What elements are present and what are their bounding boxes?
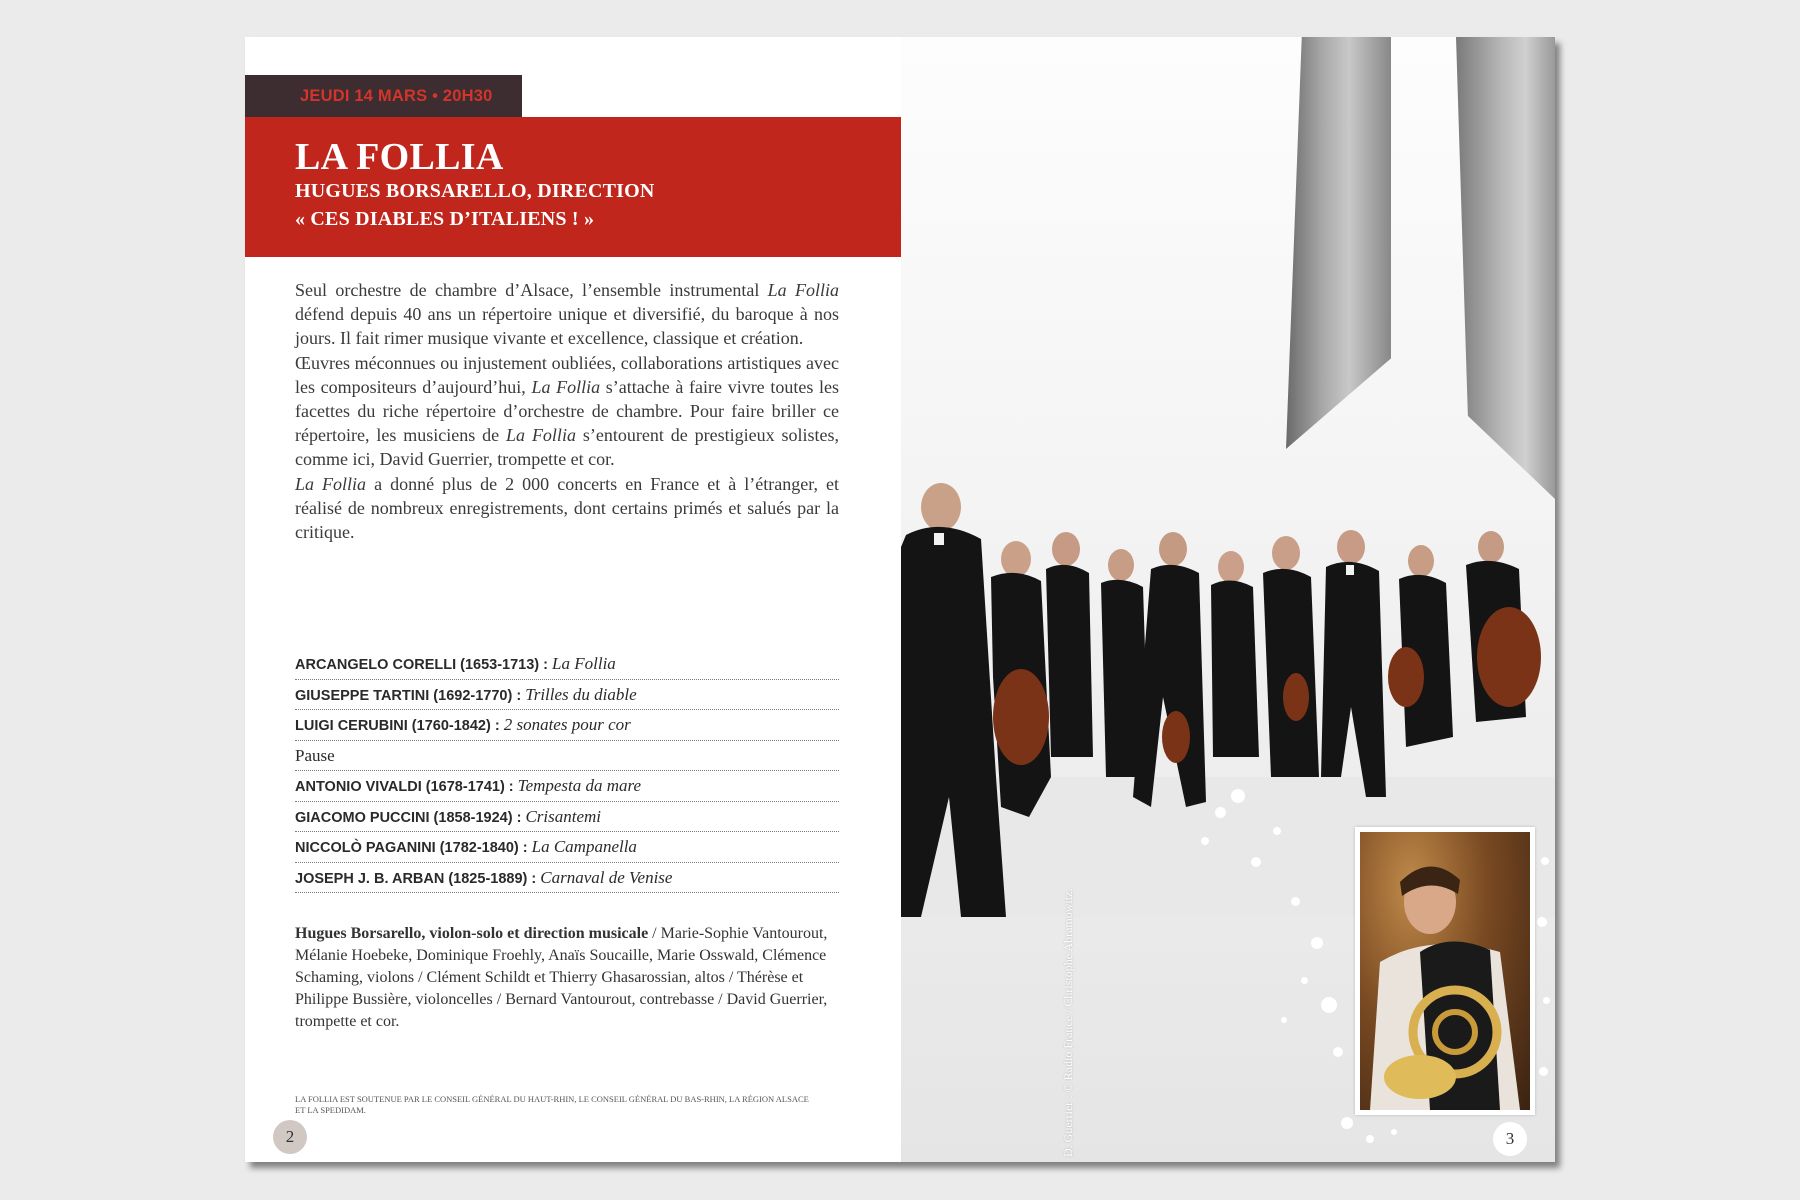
dot xyxy=(1333,1047,1343,1057)
page-number-right: 3 xyxy=(1493,1122,1527,1156)
performer-credits xyxy=(295,923,839,1033)
work-title: Crisantemi xyxy=(525,806,602,826)
musicians-credit: / Marie-Sophie Vantourout, Mélanie Hoebeke, Dominique Froehly, Anaïs Soucaille, Marie Osswald, Clémence Schaming, violons / Clément Schildt et Thierry Ghasarossian, altos / Thérèse et Philippe Bussière, violoncelles / Bernard Vantourout, contrebasse / David Guerrier, trompette et cor. xyxy=(295,925,828,1030)
dot xyxy=(1291,897,1300,906)
dot xyxy=(1366,1135,1374,1143)
intro-text-run: Œuvres méconnues ou injustement oubliées, collaborations artistiques avec les compositeurs d’aujourd’hui, xyxy=(295,352,839,397)
photo-credit xyxy=(1061,737,1075,1157)
dot xyxy=(1541,857,1549,865)
composer-name: JOSEPH J. B. ARBAN (1825-1889) : xyxy=(295,870,541,887)
intro-paragraph-1 xyxy=(295,278,839,351)
ensemble-name: La Follia xyxy=(506,425,576,446)
photo-credit-text: D. Guerrier : © Radio France / Christophe Abramowitz. xyxy=(1061,888,1075,1157)
soloist-inset-photo xyxy=(1355,827,1535,1115)
dot xyxy=(1391,1129,1397,1135)
horn-player-illustration xyxy=(1360,832,1530,1110)
composer-name: LUIGI CERUBINI (1760-1842) : xyxy=(295,718,504,734)
program-item xyxy=(295,832,839,863)
work-title: 2 sonates pour cor xyxy=(503,715,631,734)
work-title: Trilles du diable xyxy=(525,684,637,704)
ensemble-name: La Follia xyxy=(767,280,839,300)
intro-text-run: s’attache à faire vivre toutes les facettes du riche répertoire d’orchestre de chambre. Pour faire briller ce répertoire, les musiciens de xyxy=(295,376,839,446)
dot xyxy=(1341,1117,1353,1129)
dot xyxy=(1281,1017,1287,1023)
page-number-left: 2 xyxy=(273,1120,307,1154)
dot xyxy=(1231,789,1245,803)
dot xyxy=(1201,837,1209,845)
intro-text-run: défend depuis 40 ans un répertoire unique et diversifié, du baroque à nos jours. Il fait rimer musique vivante et excellence, classique et création. xyxy=(295,304,839,349)
composer-name: NICCOLÒ PAGANINI (1782-1840) : xyxy=(295,840,532,856)
brochure-spread xyxy=(245,37,1555,1162)
dot xyxy=(1543,997,1550,1004)
ensemble-name: La Follia xyxy=(531,376,601,397)
dot xyxy=(1311,937,1323,949)
dot xyxy=(1539,1067,1548,1076)
dot xyxy=(1321,997,1337,1013)
program-item xyxy=(295,710,839,741)
dot xyxy=(1215,807,1226,818)
left-page xyxy=(245,37,901,1162)
intro-text-run: a donné plus de 2 000 concerts en France et à l’étranger, et réalisé de nombreux enregistrements, dont certains primés et salués par la critique. xyxy=(295,473,839,543)
director-credit: Hugues Borsarello, violon-solo et direction musicale xyxy=(295,925,649,942)
composer-name: GIACOMO PUCCINI (1858-1924) : xyxy=(295,809,526,826)
event-date-tab: JEUDI 14 MARS • 20H30 xyxy=(245,75,522,117)
architecture-fin-right xyxy=(1456,37,1555,499)
right-page xyxy=(901,37,1555,1162)
soloist-photo xyxy=(1360,832,1530,1110)
work-title: Carnaval de Venise xyxy=(540,867,673,887)
dot xyxy=(1537,917,1547,927)
work-title: La Campanella xyxy=(531,837,637,856)
concert-tagline: « CES DIABLES D’ITALIENS ! » xyxy=(295,208,595,230)
program-list xyxy=(295,649,839,893)
intro-text xyxy=(295,278,839,544)
intro-text-run: s’entourent de prestigieux solistes, comme ici, David Guerrier, trompette et cor. xyxy=(295,425,840,470)
composer-name: ARCANGELO CORELLI (1653-1713) : xyxy=(295,657,553,673)
support-note: LA FOLLIA EST SOUTENUE PAR LE CONSEIL GÉNÉRAL DU HAUT-RHIN, LE CONSEIL GÉNÉRAL DU BAS-RHIN, LA RÉGION ALSACE ET LA SPEDIDAM. xyxy=(295,1094,809,1115)
work-title: La Follia xyxy=(552,654,616,673)
pause-label: Pause xyxy=(295,745,335,765)
program-item xyxy=(295,863,839,894)
intro-paragraph-2 xyxy=(295,351,839,472)
program-item xyxy=(295,802,839,833)
dot xyxy=(1251,857,1261,867)
concert-title: LA FOLLIA xyxy=(295,136,504,178)
dot xyxy=(1301,977,1308,984)
intro-paragraph-3 xyxy=(295,472,839,545)
dot xyxy=(1273,827,1281,835)
intro-text-run: Seul orchestre de chambre d’Alsace, l’ensemble instrumental xyxy=(295,280,768,300)
composer-name: GIUSEPPE TARTINI (1692-1770) : xyxy=(295,687,526,704)
title-band xyxy=(245,117,901,257)
program-item xyxy=(295,771,839,802)
program-item-pause xyxy=(295,741,839,772)
ensemble-name: La Follia xyxy=(295,473,367,494)
composer-name: ANTONIO VIVALDI (1678-1741) : xyxy=(295,779,518,795)
architecture-fin-left xyxy=(1286,37,1391,449)
program-item xyxy=(295,680,839,711)
work-title: Tempesta da mare xyxy=(517,776,642,795)
program-item xyxy=(295,649,839,680)
conductor-subtitle: HUGUES BORSARELLO, DIRECTION xyxy=(295,180,655,202)
